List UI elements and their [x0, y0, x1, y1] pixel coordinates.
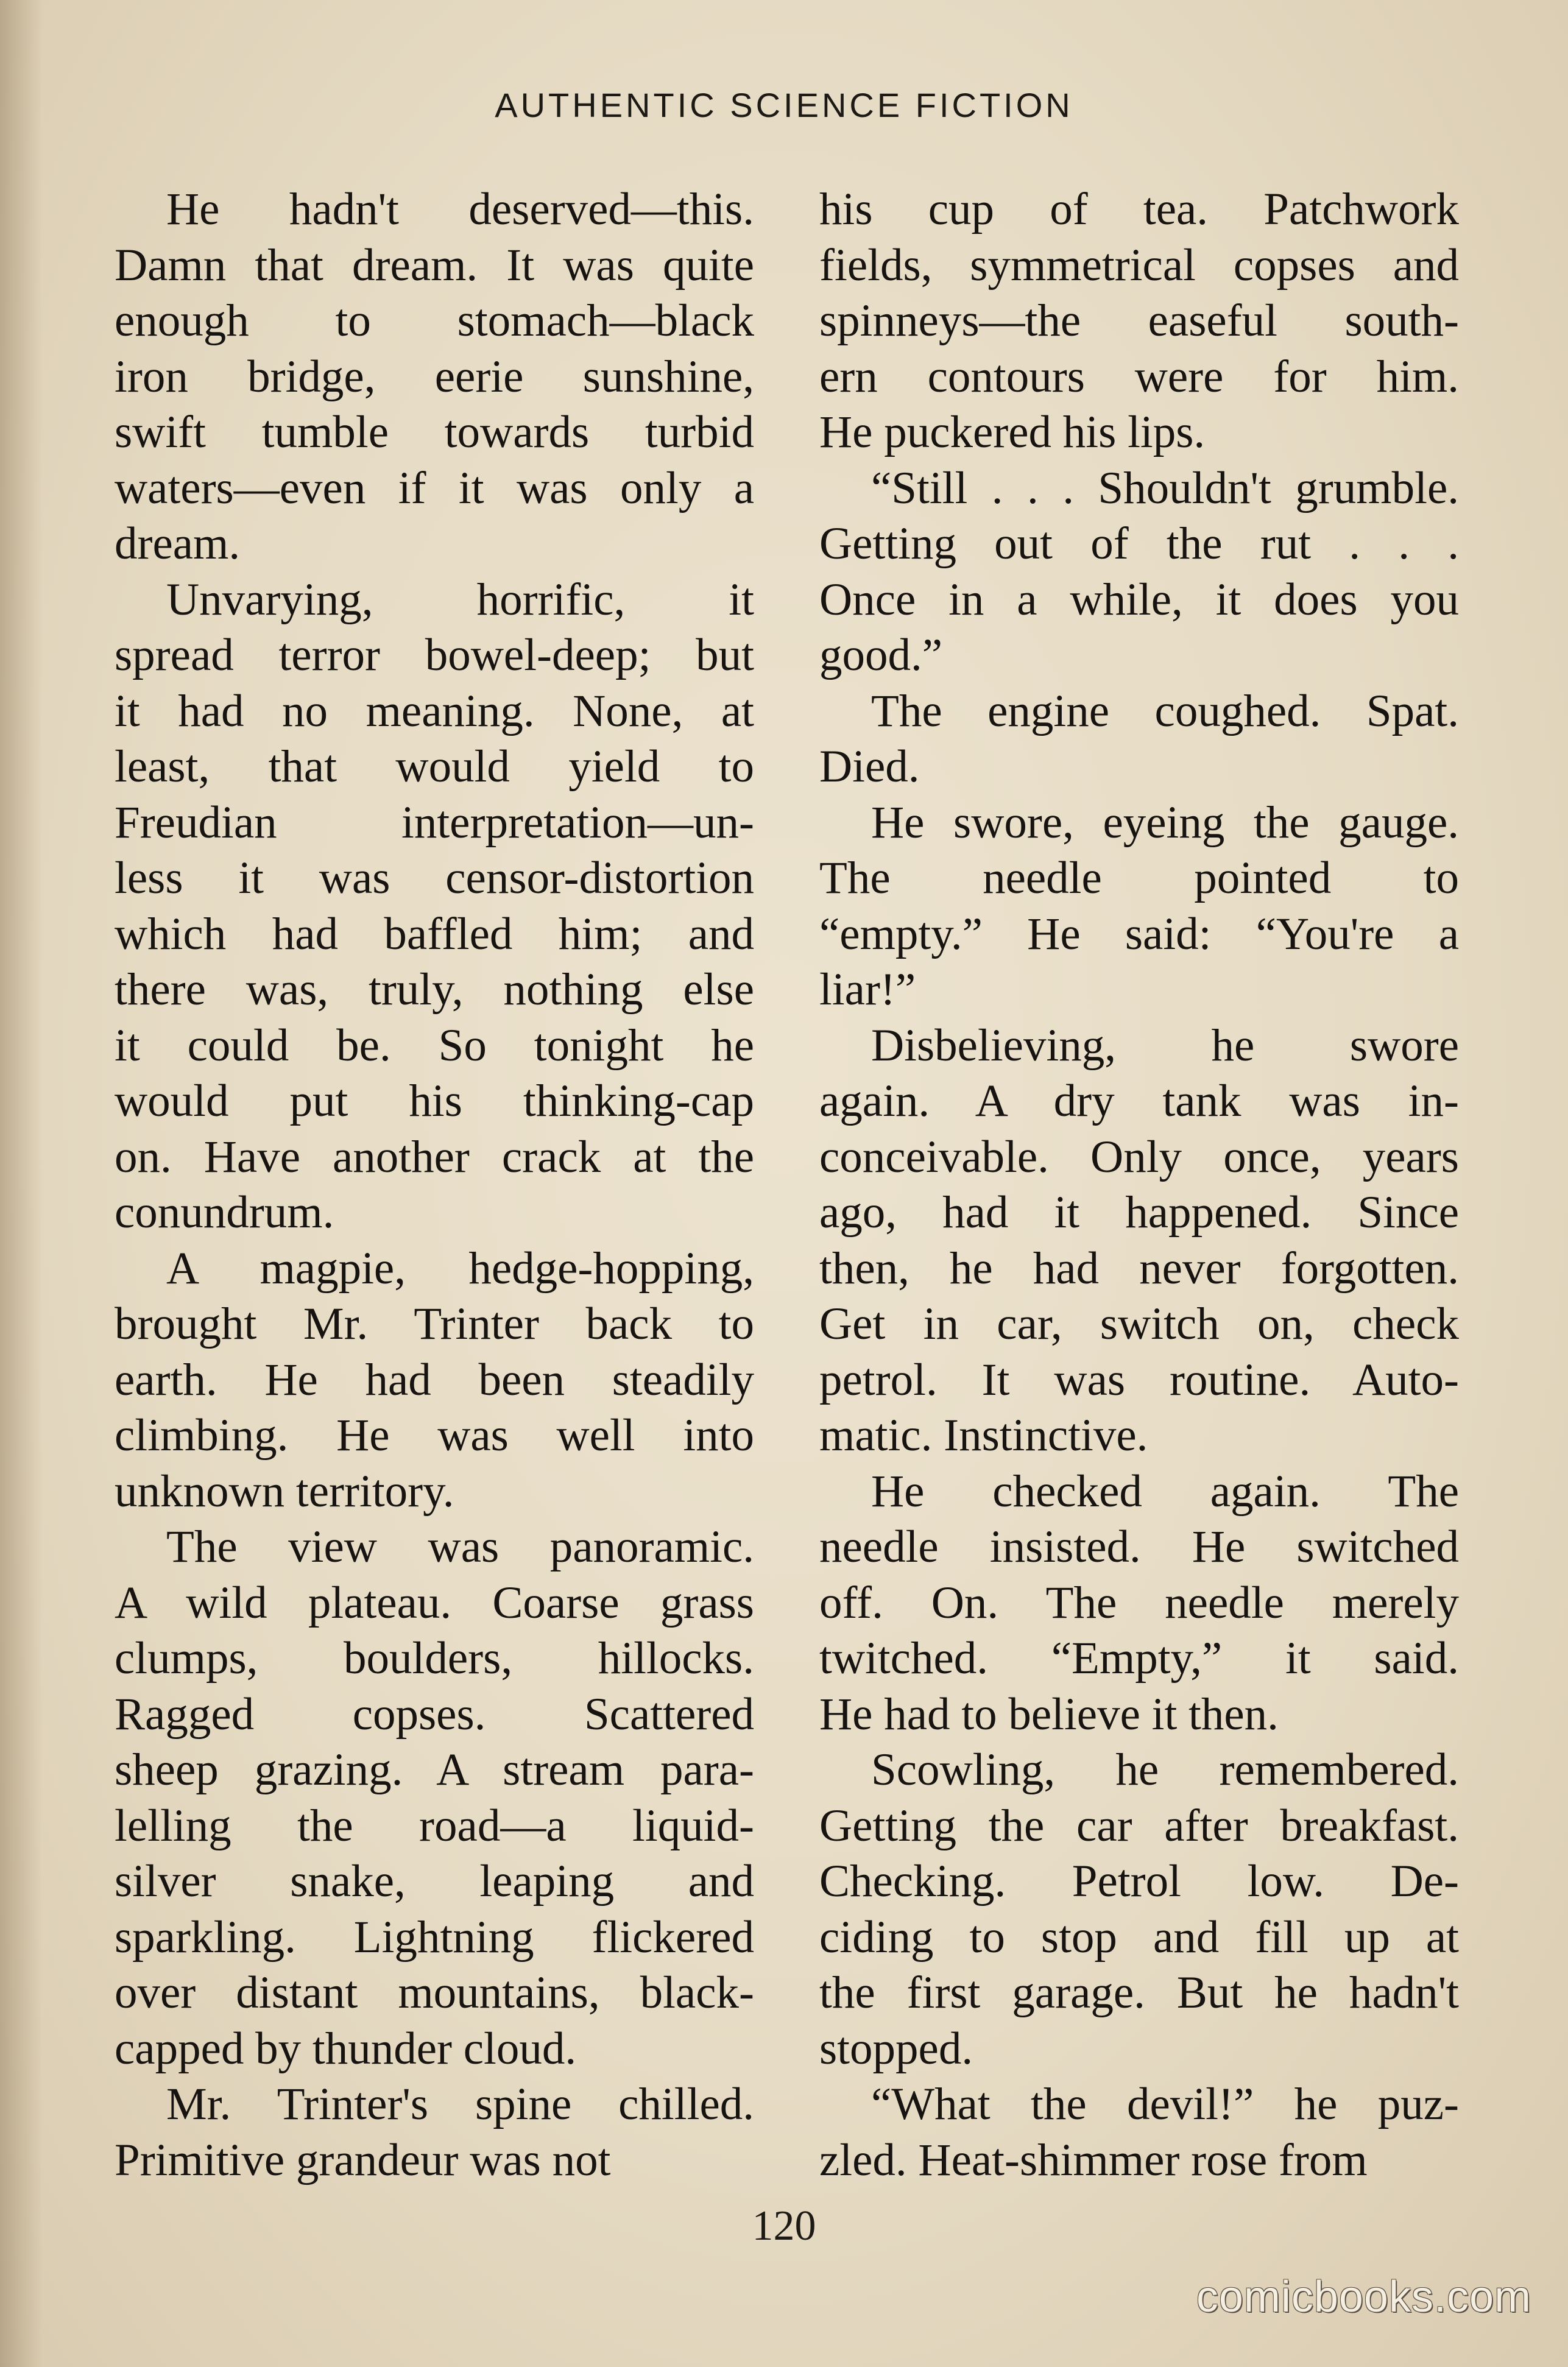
text-line: Getting the car after breakfast.	[819, 1800, 1459, 1851]
text-line: conceivable. Only once, years	[819, 1131, 1459, 1182]
paragraph	[819, 795, 1459, 1018]
text-line: clumps, boulders, hillocks.	[115, 1633, 754, 1684]
text-line: zled. Heat-shimmer rose from	[819, 2134, 1368, 2185]
text-line: there was, truly, nothing else	[115, 964, 754, 1015]
text-line: it had no meaning. None, at	[115, 685, 754, 736]
paragraph	[115, 182, 754, 572]
text-line: again. A dry tank was in-	[819, 1076, 1459, 1126]
text-line: He had to believe it then.	[819, 1688, 1279, 1740]
text-line: unknown territory.	[115, 1466, 454, 1517]
text-line: fields, symmetrical copses and	[819, 239, 1459, 291]
spine-shadow	[0, 0, 43, 2367]
paragraph	[819, 2076, 1459, 2188]
text-line: He hadn't deserved—this.	[166, 184, 754, 235]
text-line: Once in a while, it does you	[819, 574, 1459, 625]
watermark-logo: comicbooks.com	[1196, 2273, 1531, 2321]
text-line: He checked again. The	[871, 1466, 1459, 1517]
text-line: Primitive grandeur was not	[115, 2134, 611, 2185]
text-line: earth. He had been steadily	[115, 1354, 754, 1405]
page-number: 120	[752, 2203, 816, 2249]
paragraph	[115, 2076, 754, 2188]
text-line: iron bridge, eerie sunshine,	[115, 351, 754, 402]
right-column	[819, 182, 1459, 2188]
text-line: Scowling, he remembered.	[871, 1744, 1459, 1795]
paragraph	[819, 1018, 1459, 1464]
text-line: stopped.	[819, 2023, 973, 2074]
text-line: it could be. So tonight he	[115, 1020, 754, 1071]
text-line: ciding to stop and fill up at	[819, 1911, 1459, 1963]
text-line: petrol. It was routine. Auto-	[819, 1354, 1459, 1405]
text-line: sparkling. Lightning flickered	[115, 1911, 754, 1963]
text-line: “Still . . . Shouldn't grumble.	[871, 462, 1459, 513]
text-line: would put his thinking-cap	[115, 1076, 754, 1126]
text-line: on. Have another crack at the	[115, 1131, 754, 1182]
text-line: waters—even if it was only a	[115, 462, 754, 513]
paragraph	[115, 1519, 754, 2076]
text-line: dream.	[115, 518, 241, 569]
text-line: spinneys—the easeful south-	[819, 295, 1459, 346]
text-line: less it was censor-distortion	[115, 853, 754, 903]
text-line: spread terror bowel-deep; but	[115, 630, 754, 680]
text-line: brought Mr. Trinter back to	[115, 1299, 754, 1349]
text-line: ago, had it happened. Since	[819, 1187, 1459, 1238]
paragraph	[115, 1241, 754, 1520]
text-line: lelling the road—a liquid-	[115, 1800, 754, 1851]
paragraph	[115, 572, 754, 1241]
paragraph	[819, 1742, 1459, 2076]
text-line: A wild plateau. Coarse grass	[115, 1577, 754, 1628]
text-line: Damn that dream. It was quite	[115, 239, 754, 291]
text-line: Mr. Trinter's spine chilled.	[166, 2079, 754, 2129]
text-line: Died.	[819, 741, 920, 792]
paragraph	[819, 683, 1459, 795]
text-line: silver snake, leaping and	[115, 1856, 754, 1907]
text-line: “empty.” He said: “You're a	[819, 908, 1459, 959]
paragraph	[819, 1464, 1459, 1743]
text-line: the first garage. But he hadn't	[819, 1967, 1459, 2018]
paragraph	[819, 182, 1459, 460]
text-line: capped by thunder cloud.	[115, 2023, 577, 2074]
text-line: A magpie, hedge-hopping,	[166, 1243, 754, 1294]
text-line: climbing. He was well into	[115, 1410, 754, 1461]
text-line: Disbelieving, he swore	[871, 1020, 1459, 1071]
text-line: his cup of tea. Patchwork	[819, 184, 1459, 235]
text-line: enough to stomach—black	[115, 295, 754, 346]
text-line: matic. Instinctive.	[819, 1410, 1148, 1461]
text-line: conundrum.	[115, 1187, 334, 1238]
text-line: Getting out of the rut . . .	[819, 518, 1459, 569]
text-line: ern contours were for him.	[819, 351, 1459, 402]
text-line: He swore, eyeing the gauge.	[871, 797, 1459, 848]
text-line: off. On. The needle merely	[819, 1577, 1459, 1628]
text-line: The engine coughed. Spat.	[871, 685, 1459, 736]
text-line: sheep grazing. A stream para-	[115, 1744, 754, 1795]
text-line: liar!”	[819, 964, 916, 1015]
text-line: Get in car, switch on, check	[819, 1299, 1459, 1349]
paragraph	[819, 460, 1459, 683]
text-line: swift tumble towards turbid	[115, 407, 754, 457]
text-line: He puckered his lips.	[819, 407, 1206, 457]
running-head: AUTHENTIC SCIENCE FICTION	[495, 86, 1073, 124]
text-line: Ragged copses. Scattered	[115, 1688, 754, 1740]
text-line: which had baffled him; and	[115, 908, 754, 959]
text-line: The view was panoramic.	[166, 1522, 754, 1572]
text-line: then, he had never forgotten.	[819, 1243, 1459, 1294]
left-column	[115, 182, 754, 2188]
text-line: Checking. Petrol low. De-	[819, 1856, 1459, 1907]
text-line: “What the devil!” he puz-	[871, 2079, 1459, 2129]
text-line: twitched. “Empty,” it said.	[819, 1633, 1459, 1684]
text-line: Freudian interpretation—un-	[115, 797, 754, 848]
text-line: Unvarying, horrific, it	[166, 574, 754, 625]
text-line: good.”	[819, 630, 943, 680]
text-line: The needle pointed to	[819, 853, 1459, 903]
text-line: needle insisted. He switched	[819, 1522, 1459, 1572]
text-line: least, that would yield to	[115, 741, 754, 792]
text-line: over distant mountains, black-	[115, 1967, 754, 2018]
